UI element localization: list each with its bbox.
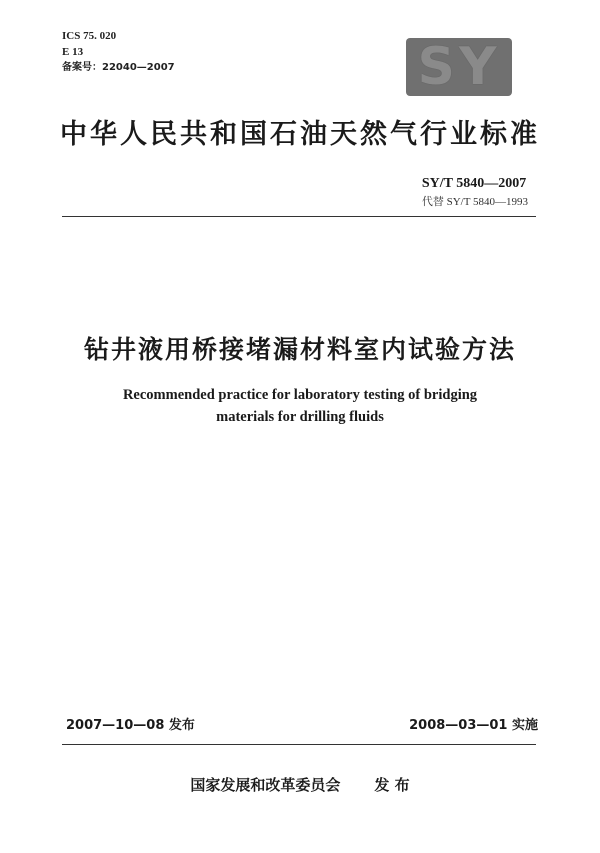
bottom-divider — [62, 744, 536, 745]
standard-category-title: 中华人民共和国石油天然气行业标准 — [60, 119, 540, 150]
publish-action: 发 布 — [374, 776, 410, 794]
issue-date: 2007—10—08 发布 — [66, 718, 195, 733]
ics-code: ICS 75. 020 — [62, 30, 117, 42]
sy-logo — [406, 38, 512, 96]
top-divider — [62, 216, 536, 217]
class-code: E 13 — [62, 46, 84, 58]
implementation-date: 2008—03—01 实施 — [409, 718, 538, 733]
document-title-en — [0, 384, 600, 428]
publisher-name: 国家发展和改革委员会 — [190, 776, 341, 794]
document-title-en-line1: Recommended practice for laboratory testing of bridging — [122, 387, 478, 403]
standard-code: SY/T 5840—2007 — [421, 176, 527, 191]
sy-logo-text: SY — [417, 37, 501, 97]
document-title-cn: 钻井液用桥接堵漏材料室内试验方法 — [83, 335, 516, 364]
document-title-en-line2: materials for drilling fluids — [216, 409, 384, 425]
replaces-code: 代替 SY/T 5840—1993 — [421, 196, 528, 208]
publisher-line — [0, 774, 600, 795]
standard-code-block — [422, 174, 528, 210]
classification-block — [62, 28, 175, 76]
filing-number: 备案号：22040—2007 — [62, 62, 175, 73]
